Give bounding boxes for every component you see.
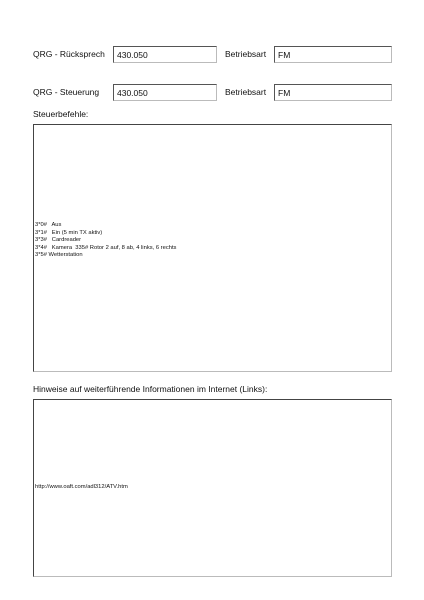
link-url: http://www.oaft.com/adl312/ATV.htm (35, 484, 128, 490)
command-line: 3*4# Kamera 335# Rotor 2 auf, 8 ab, 4 links, 6 rechts (35, 244, 177, 251)
command-line: 3*3# Cardreader (35, 237, 82, 244)
links-label: Hinweise auf weiterführende Informationen im Internet (Links): (33, 384, 268, 394)
links-textarea[interactable] (33, 399, 392, 577)
command-line: 3*5# Wetterstation (35, 252, 83, 259)
qrg-return-label: QRG - Rücksprech (33, 49, 105, 59)
mode-control-label: Betriebsart (225, 87, 267, 97)
qrg-control-field[interactable]: 430.050 (113, 84, 217, 101)
mode-control-field[interactable]: FM (274, 84, 392, 101)
qrg-control-label: QRG - Steuerung (33, 87, 100, 97)
mode-return-label: Betriebsart (225, 49, 267, 59)
command-line: 3*0# Aus (35, 222, 62, 228)
commands-textarea[interactable] (33, 124, 392, 372)
mode-return-field[interactable]: FM (274, 46, 392, 63)
commands-list (35, 222, 176, 260)
qrg-return-field[interactable]: 430.050 (113, 46, 217, 63)
command-line: 3*1# Ein (5 min TX aktiv) (35, 229, 103, 236)
commands-label: Steuerbefehle: (33, 109, 89, 119)
